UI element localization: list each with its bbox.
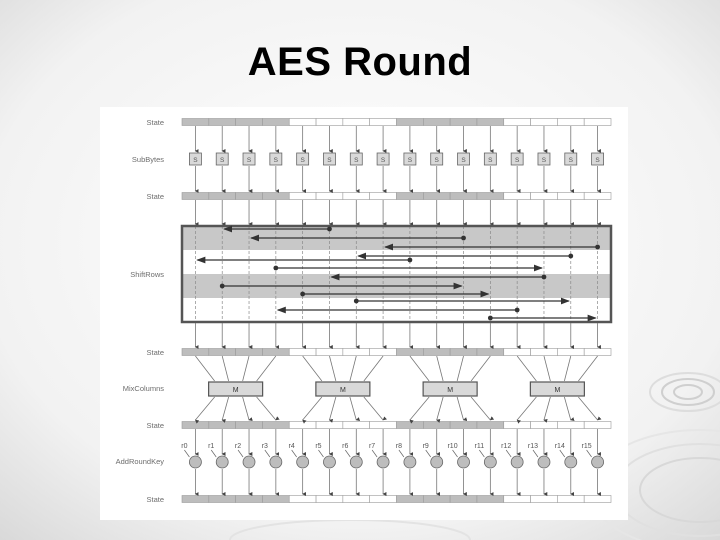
label-state-1: State: [146, 118, 164, 127]
state-byte: [343, 422, 370, 429]
state-byte: [450, 349, 477, 356]
mix-output-line: [243, 397, 249, 420]
row-labels: [116, 118, 165, 504]
state-byte: [343, 349, 370, 356]
state-byte: [289, 496, 316, 503]
mix-input-line: [222, 356, 228, 381]
state-byte: [504, 349, 531, 356]
state-byte: [236, 496, 263, 503]
sbox-row: [189, 153, 603, 165]
state-byte: [557, 496, 584, 503]
round-key-arrow: [560, 450, 565, 457]
mix-output-line: [257, 397, 276, 420]
sbox-label: S: [193, 157, 198, 164]
state-byte: [397, 193, 424, 200]
state-byte: [370, 119, 397, 126]
sbox-label: S: [568, 157, 573, 164]
label-state-2: State: [146, 192, 164, 201]
label-subbytes: SubBytes: [131, 155, 164, 164]
mix-input-line: [410, 356, 429, 381]
round-key-arrow: [372, 450, 377, 457]
state-byte: [584, 422, 611, 429]
xor-node: [511, 456, 523, 468]
mix-output-line: [303, 397, 322, 420]
state-bar-1: [182, 119, 611, 126]
state-byte: [450, 193, 477, 200]
sbox-label: S: [595, 157, 600, 164]
round-key-label: r9: [422, 443, 429, 450]
state-byte: [182, 349, 209, 356]
state-byte: [209, 119, 236, 126]
sbox-label: S: [488, 157, 493, 164]
mix-output-line: [457, 397, 463, 420]
mix-input-line: [437, 356, 443, 381]
state-bar-2: [182, 193, 611, 200]
round-key-label: r4: [288, 443, 295, 450]
round-key-arrow: [506, 450, 511, 457]
sbox-label: S: [541, 157, 547, 164]
label-state-5: State: [146, 495, 164, 504]
state-byte: [477, 193, 504, 200]
sbox-label: S: [354, 157, 359, 164]
mixcolumns-label: M: [447, 387, 454, 394]
round-key-label: r0: [181, 443, 188, 450]
sbox-label: S: [220, 157, 225, 164]
state-byte: [289, 422, 316, 429]
round-key-arrow: [292, 450, 297, 457]
slide-title: AES Round: [247, 40, 473, 84]
mix-input-line: [564, 356, 570, 381]
mixcolumns-row: [195, 356, 597, 420]
mix-input-line: [457, 356, 463, 381]
state-byte: [209, 422, 236, 429]
round-key-arrow: [184, 450, 189, 457]
round-key-label: r2: [234, 443, 242, 450]
xor-node: [431, 456, 443, 468]
state-byte: [423, 193, 450, 200]
round-key-arrow: [533, 450, 538, 457]
mix-output-line: [544, 397, 550, 420]
sbox-label: S: [434, 157, 439, 164]
diagram-graphics: [181, 119, 611, 503]
state-byte: [477, 496, 504, 503]
state-byte: [531, 496, 558, 503]
mix-output-line: [350, 397, 356, 420]
shift-arrow-dot: [568, 254, 573, 259]
round-key-label: r11: [474, 443, 485, 450]
state-byte: [289, 119, 316, 126]
sbox-label: S: [407, 157, 413, 164]
sbox-label: S: [327, 157, 332, 164]
state-byte: [477, 422, 504, 429]
xor-node: [350, 456, 362, 468]
mix-output-line: [471, 397, 490, 420]
round-key-arrow: [345, 450, 350, 457]
round-key-label: r14: [554, 443, 565, 450]
state-byte: [531, 422, 558, 429]
state-byte: [370, 193, 397, 200]
shift-arrow-dot: [327, 227, 332, 232]
shift-arrow-dot: [515, 308, 520, 313]
state-byte: [370, 349, 397, 356]
state-byte: [262, 349, 289, 356]
mix-input-line: [578, 356, 597, 381]
state-byte: [397, 349, 424, 356]
state-byte: [423, 119, 450, 126]
xor-node: [270, 456, 282, 468]
xor-node: [243, 456, 255, 468]
state-byte: [370, 496, 397, 503]
shift-arrow-dot: [354, 299, 359, 304]
state-byte: [531, 119, 558, 126]
state-byte: [262, 422, 289, 429]
mix-input-line: [517, 356, 536, 381]
label-shiftrows: ShiftRows: [130, 270, 164, 279]
state-byte: [316, 119, 343, 126]
mix-output-line: [517, 397, 536, 420]
round-key-label: r1: [208, 443, 215, 450]
state-byte: [343, 119, 370, 126]
xor-node: [592, 456, 604, 468]
state-byte: [557, 422, 584, 429]
xor-node: [484, 456, 496, 468]
state-byte: [316, 193, 343, 200]
round-key-label: r8: [395, 443, 403, 450]
state-byte: [557, 349, 584, 356]
shift-arrow-dot: [461, 236, 466, 241]
mix-output-line: [564, 397, 570, 420]
state-byte: [423, 422, 450, 429]
state-bar-5: [182, 496, 611, 503]
mix-input-line: [364, 356, 383, 381]
state-byte: [423, 349, 450, 356]
state-byte: [531, 193, 558, 200]
shift-arrow-dot: [220, 284, 225, 289]
round-key-label: r3: [261, 443, 268, 450]
state-byte: [236, 119, 263, 126]
state-byte: [397, 119, 424, 126]
state-byte: [343, 193, 370, 200]
round-key-label: r5: [315, 443, 322, 450]
state-byte: [209, 193, 236, 200]
round-key-label: r7: [368, 443, 376, 450]
round-key-arrow: [318, 450, 323, 457]
label-addroundkey: AddRoundKey: [115, 457, 164, 466]
shift-arrow-dot: [408, 258, 413, 263]
label-state-4: State: [146, 421, 164, 430]
state-byte: [531, 349, 558, 356]
state-byte: [262, 193, 289, 200]
state-byte: [450, 496, 477, 503]
sbox-label: S: [461, 157, 466, 164]
shiftrows-band: [182, 250, 611, 274]
state-byte: [182, 422, 209, 429]
state-bar-3: [182, 349, 611, 356]
state-byte: [397, 422, 424, 429]
sbox-label: S: [514, 157, 520, 164]
label-state-3: State: [146, 348, 164, 357]
state-byte: [370, 422, 397, 429]
xor-node: [404, 456, 416, 468]
round-key-arrow: [587, 450, 592, 457]
shift-arrow-dot: [300, 292, 305, 297]
state-byte: [584, 349, 611, 356]
state-byte: [450, 422, 477, 429]
round-key-label: r13: [527, 443, 539, 450]
state-byte: [450, 119, 477, 126]
state-byte: [557, 193, 584, 200]
round-key-label: r15: [581, 443, 592, 450]
state-byte: [477, 349, 504, 356]
mix-input-line: [329, 356, 335, 381]
state-byte: [397, 496, 424, 503]
addroundkey-row: [181, 443, 603, 468]
state-byte: [504, 119, 531, 126]
mix-input-line: [544, 356, 550, 381]
state-byte: [584, 193, 611, 200]
mix-output-line: [578, 397, 597, 420]
state-byte: [584, 496, 611, 503]
state-byte: [236, 422, 263, 429]
round-key-label: r12: [501, 443, 512, 450]
mix-output-line: [329, 397, 335, 420]
round-key-arrow: [453, 450, 458, 457]
state-byte: [236, 193, 263, 200]
state-bar-4: [182, 422, 611, 429]
xor-node: [297, 456, 309, 468]
state-byte: [504, 422, 531, 429]
round-key-arrow: [211, 450, 216, 457]
state-byte: [316, 422, 343, 429]
state-byte: [504, 496, 531, 503]
label-mixcolumns: MixColumns: [122, 384, 164, 393]
sbox-label: S: [246, 157, 252, 164]
state-byte: [557, 119, 584, 126]
state-byte: [423, 496, 450, 503]
sbox-label: S: [300, 157, 305, 164]
shift-arrow-dot: [542, 275, 547, 280]
mix-input-line: [350, 356, 356, 381]
xor-node: [377, 456, 389, 468]
shift-arrow-dot: [488, 316, 493, 321]
round-key-arrow: [238, 450, 243, 457]
state-byte: [182, 496, 209, 503]
mix-input-line: [195, 356, 214, 381]
mix-output-line: [437, 397, 443, 420]
xor-node: [189, 456, 201, 468]
mix-output-line: [222, 397, 228, 420]
state-byte: [477, 119, 504, 126]
xor-node: [538, 456, 550, 468]
sbox-label: S: [380, 157, 386, 164]
state-byte: [343, 496, 370, 503]
mix-input-line: [303, 356, 322, 381]
state-byte: [236, 349, 263, 356]
round-key-arrow: [265, 450, 270, 457]
mix-output-line: [364, 397, 383, 420]
mixcolumns-label: M: [339, 387, 346, 394]
mix-input-line: [257, 356, 276, 381]
round-key-arrow: [479, 450, 484, 457]
xor-node: [323, 456, 335, 468]
round-key-arrow: [426, 450, 431, 457]
state-byte: [209, 496, 236, 503]
state-byte: [262, 496, 289, 503]
mixcolumns-label: M: [554, 387, 561, 394]
state-byte: [262, 119, 289, 126]
xor-node: [565, 456, 577, 468]
sbox-label: S: [273, 157, 279, 164]
state-byte: [504, 193, 531, 200]
mix-output-line: [410, 397, 429, 420]
xor-node: [216, 456, 228, 468]
mixcolumns-label: M: [232, 387, 239, 394]
shift-arrow-dot: [595, 245, 600, 250]
mix-output-line: [195, 397, 214, 420]
round-key-arrow: [399, 450, 404, 457]
state-byte: [584, 119, 611, 126]
xor-node: [458, 456, 470, 468]
state-byte: [182, 193, 209, 200]
state-byte: [182, 119, 209, 126]
state-byte: [316, 496, 343, 503]
state-byte: [316, 349, 343, 356]
state-byte: [289, 349, 316, 356]
round-key-label: r10: [447, 443, 458, 450]
shift-arrow-dot: [273, 266, 278, 271]
round-key-label: r6: [342, 443, 349, 450]
state-byte: [209, 349, 236, 356]
mix-input-line: [471, 356, 490, 381]
state-byte: [289, 193, 316, 200]
mix-input-line: [243, 356, 249, 381]
